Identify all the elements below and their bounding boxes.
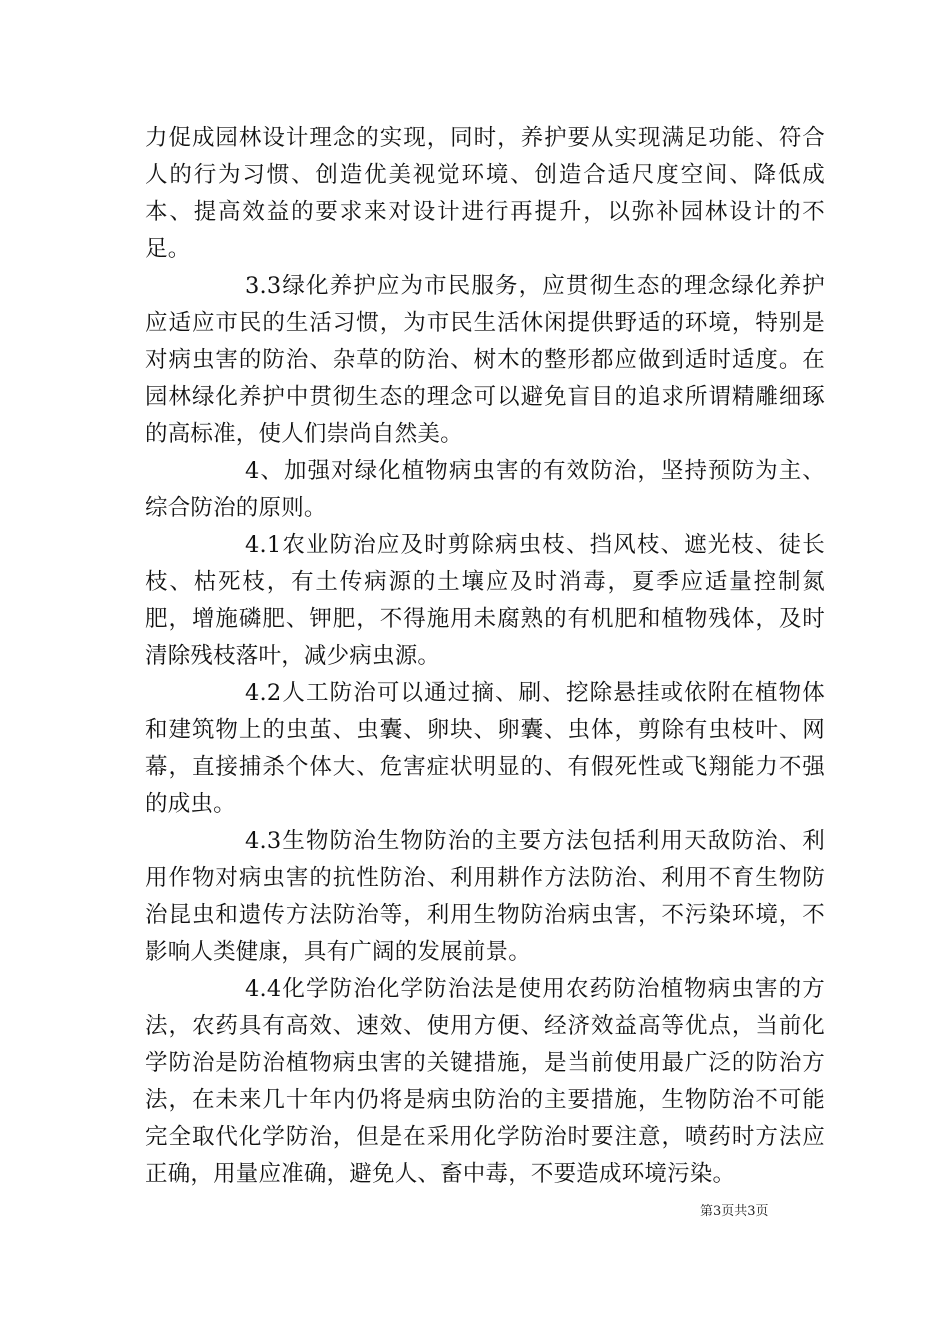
paragraph-4-4: 4.4化学防治化学防治法是使用农药防治植物病虫害的方法，农药具有高效、速效、使用方便、经济效益高等优点，当前化学防治是防治植物病虫害的关键措施，是当前使用最广泛的防治方法，在未来几十年内仍将是病虫防治的主要措施，生物防治不可能完全取代化学防治，但是在采用化学防治时要注意，喷药时方法应正确，用量应准确，避免人、畜中毒，不要造成环境污染。 <box>145 976 825 1187</box>
paragraph-4-2: 4.2人工防治可以通过摘、刷、挖除悬挂或依附在植物体和建筑物上的虫茧、虫囊、卵块、卵囊、虫体，剪除有虫枝叶、网幕，直接捕杀个体大、危害症状明显的、有假死性或飞翔能力不强的成虫。 <box>145 680 825 817</box>
page-number-footer: 第3页共3页 <box>700 1204 769 1219</box>
paragraph-4-1: 4.1农业防治应及时剪除病虫枝、挡风枝、遮光枝、徒长枝、枯死枝，有土传病源的土壤应及时消毒，夏季应适量控制氮肥，增施磷肥、钾肥，不得施用未腐熟的有机肥和植物残体，及时清除残枝落叶，减少病虫源。 <box>145 532 825 669</box>
paragraph-4-3: 4.3生物防治生物防治的主要方法包括利用天敌防治、利用作物对病虫害的抗性防治、利用耕作方法防治、利用不育生物防治昆虫和遗传方法防治等，利用生物防治病虫害，不污染环境，不影响人类健康，具有广阔的发展前景。 <box>145 828 825 965</box>
paragraph-continued: 力促成园林设计理念的实现，同时，养护要从实现满足功能、符合人的行为习惯、创造优美视觉环境、创造合适尺度空间、降低成本、提高效益的要求来对设计进行再提升，以弥补园林设计的不足。 <box>145 125 825 262</box>
document-body <box>145 120 825 1193</box>
paragraph-3-3: 3.3绿化养护应为市民服务，应贯彻生态的理念绿化养护应适应市民的生活习惯，为市民生活休闲提供野适的环境，特别是对病虫害的防治、杂草的防治、树木的整形都应做到适时适度。在园林绿化养护中贯彻生态的理念可以避免盲目的追求所谓精雕细琢的高标准，使人们崇尚自然美。 <box>145 273 825 447</box>
paragraph-section-4: 4、加强对绿化植物病虫害的有效防治，坚持预防为主、综合防治的原则。 <box>145 458 825 521</box>
